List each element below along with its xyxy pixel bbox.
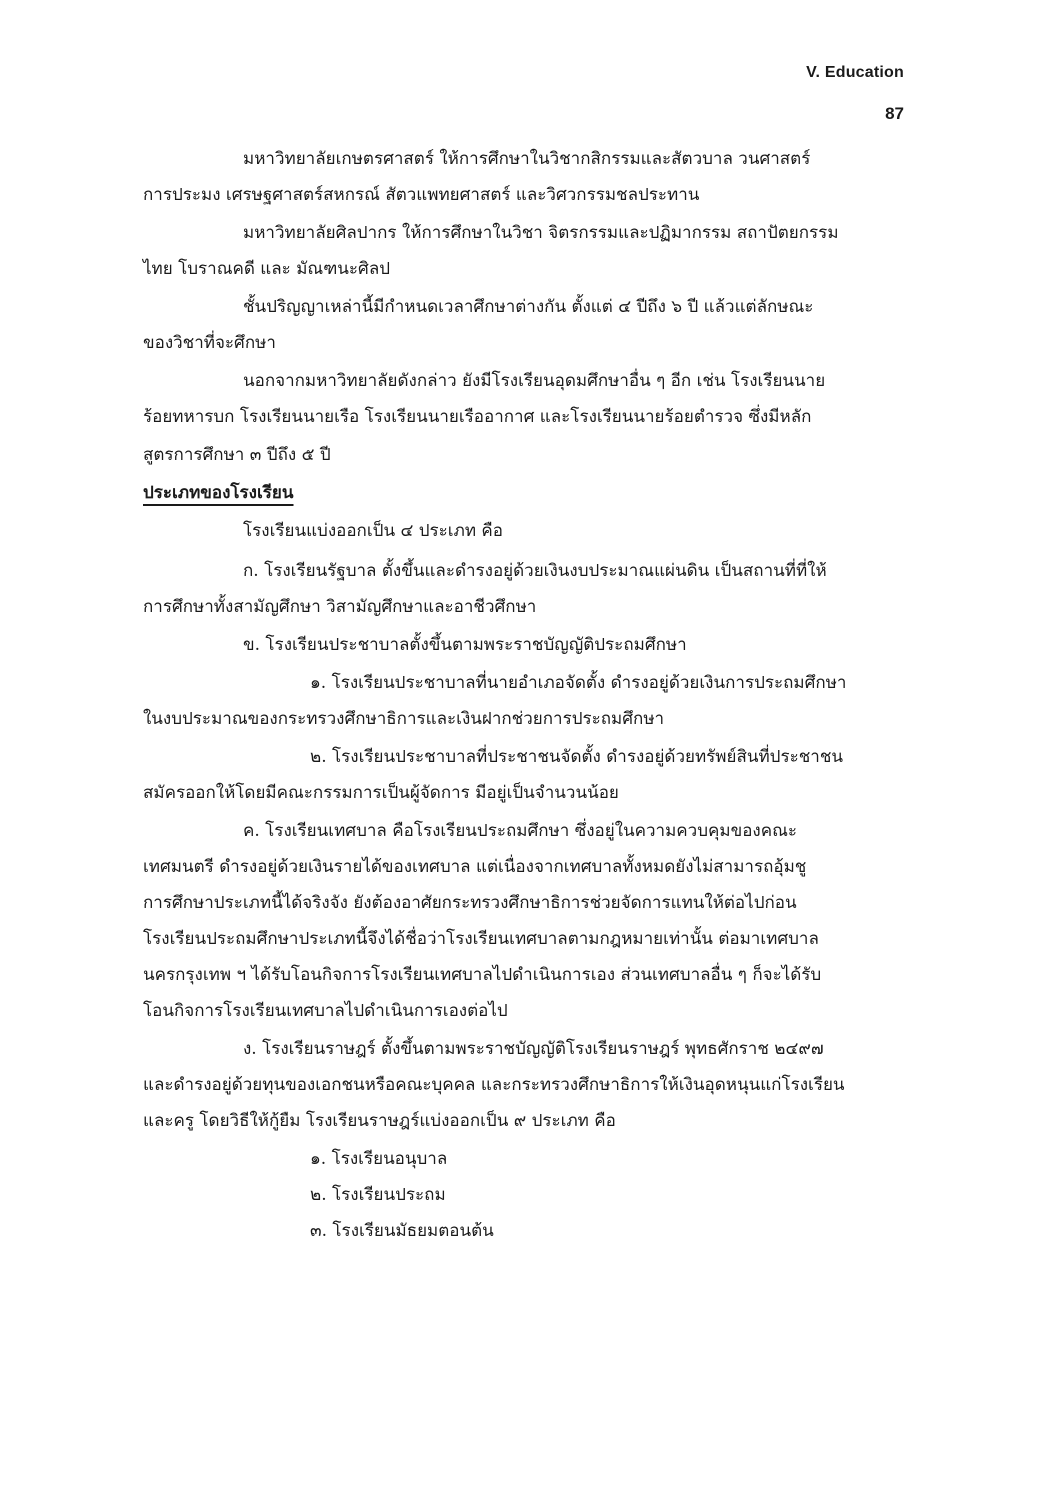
text-line: ๑. โรงเรียนประชาบาลที่นายอำเภอจัดตั้ง ดำรงอยู่ด้วยเงินการประถมศึกษา — [310, 673, 847, 693]
text-line: ก. โรงเรียนรัฐบาล ตั้งขึ้นและดำรงอยู่ด้วยเงินงบประมาณแผ่นดิน เป็นสถานที่ที่ให้ — [243, 561, 827, 581]
text-line: ร้อยทหารบก โรงเรียนนายเรือ โรงเรียนนายเรืออากาศ และโรงเรียนนายร้อยตำรวจ ซึ่งมีหลัก — [143, 407, 812, 427]
list-item: ๑. โรงเรียนอนุบาล — [310, 1149, 448, 1169]
text-line: ในงบประมาณของกระทรวงศึกษาธิการและเงินฝากช่วยการประถมศึกษา — [143, 709, 665, 729]
text-line: สมัครออกให้โดยมีคณะกรรมการเป็นผู้จัดการ มีอยู่เป็นจำนวนน้อย — [143, 783, 619, 803]
text-line: สูตรการศึกษา ๓ ปีถึง ๕ ปี — [143, 445, 331, 465]
text-line: ของวิชาที่จะศึกษา — [143, 333, 276, 353]
list-item: ๓. โรงเรียนมัธยมตอนต้น — [310, 1221, 494, 1241]
text-line: การประมง เศรษฐศาสตร์สหกรณ์ สัตวแพทยศาสตร์ และวิศวกรรมชลประทาน — [143, 185, 700, 205]
text-line: การศึกษาประเภทนี้ได้จริงจัง ยังต้องอาศัยกระทรวงศึกษาธิการช่วยจัดการแทนให้ต่อไปก่อน — [143, 893, 797, 913]
text-line: โอนกิจการโรงเรียนเทศบาลไปดำเนินการเองต่อไป — [143, 1001, 508, 1021]
text-line: ค. โรงเรียนเทศบาล คือโรงเรียนประถมศึกษา ซึ่งอยู่ในความควบคุมของคณะ — [243, 821, 797, 841]
running-head: V. Education — [806, 64, 904, 81]
text-line: นครกรุงเทพ ฯ ได้รับโอนกิจการโรงเรียนเทศบาลไปดำเนินการเอง ส่วนเทศบาลอื่น ๆ ก็จะได้รับ — [143, 965, 822, 985]
text-line: โรงเรียนแบ่งออกเป็น ๔ ประเภท คือ — [243, 521, 504, 541]
text-line: ข. โรงเรียนประชาบาลตั้งขึ้นตามพระราชบัญญัติประถมศึกษา — [243, 635, 687, 655]
text-line: มหาวิทยาลัยศิลปากร ให้การศึกษาในวิชา จิตรกรรมและปฏิมากรรม สถาปัตยกรรม — [243, 223, 839, 243]
text-line: ไทย โบราณคดี และ มัณฑนะศิลป — [143, 259, 391, 279]
text-line: นอกจากมหาวิทยาลัยดังกล่าว ยังมีโรงเรียนอุดมศึกษาอื่น ๆ อีก เช่น โรงเรียนนาย — [243, 371, 826, 391]
page-number: 87 — [885, 104, 904, 123]
list-item: ๒. โรงเรียนประถม — [310, 1185, 446, 1205]
text-line: การศึกษาทั้งสามัญศึกษา วิสามัญศึกษาและอาชีวศึกษา — [143, 597, 537, 617]
section-heading: ประเภทของโรงเรียน — [143, 483, 294, 503]
text-line: และครู โดยวิธีให้กู้ยืม โรงเรียนราษฎร์แบ่งออกเป็น ๙ ประเภท คือ — [143, 1111, 616, 1131]
text-line: ชั้นปริญญาเหล่านี้มีกำหนดเวลาศึกษาต่างกัน ตั้งแต่ ๔ ปีถึง ๖ ปี แล้วแต่ลักษณะ — [243, 297, 814, 317]
text-line: เทศมนตรี ดำรงอยู่ด้วยเงินรายได้ของเทศบาล แต่เนื่องจากเทศบาลทั้งหมดยังไม่สามารถอุ้มชู — [143, 857, 807, 877]
text-line: ง. โรงเรียนราษฎร์ ตั้งขึ้นตามพระราชบัญญัติโรงเรียนราษฎร์ พุทธศักราช ๒๔๙๗ — [243, 1039, 824, 1059]
text-line: ๒. โรงเรียนประชาบาลที่ประชาชนจัดตั้ง ดำรงอยู่ด้วยทรัพย์สินที่ประชาชน — [310, 747, 843, 767]
text-line: โรงเรียนประถมศึกษาประเภทนี้จึงได้ชื่อว่าโรงเรียนเทศบาลตามกฎหมายเท่านั้น ต่อมาเทศบาล — [143, 929, 819, 949]
text-line: มหาวิทยาลัยเกษตรศาสตร์ ให้การศึกษาในวิชากสิกรรมและสัตวบาล วนศาสตร์ — [243, 149, 811, 169]
text-line: และดำรงอยู่ด้วยทุนของเอกชนหรือคณะบุคคล และกระทรวงศึกษาธิการให้เงินอุดหนุนแก่โรงเรียน — [143, 1075, 845, 1095]
